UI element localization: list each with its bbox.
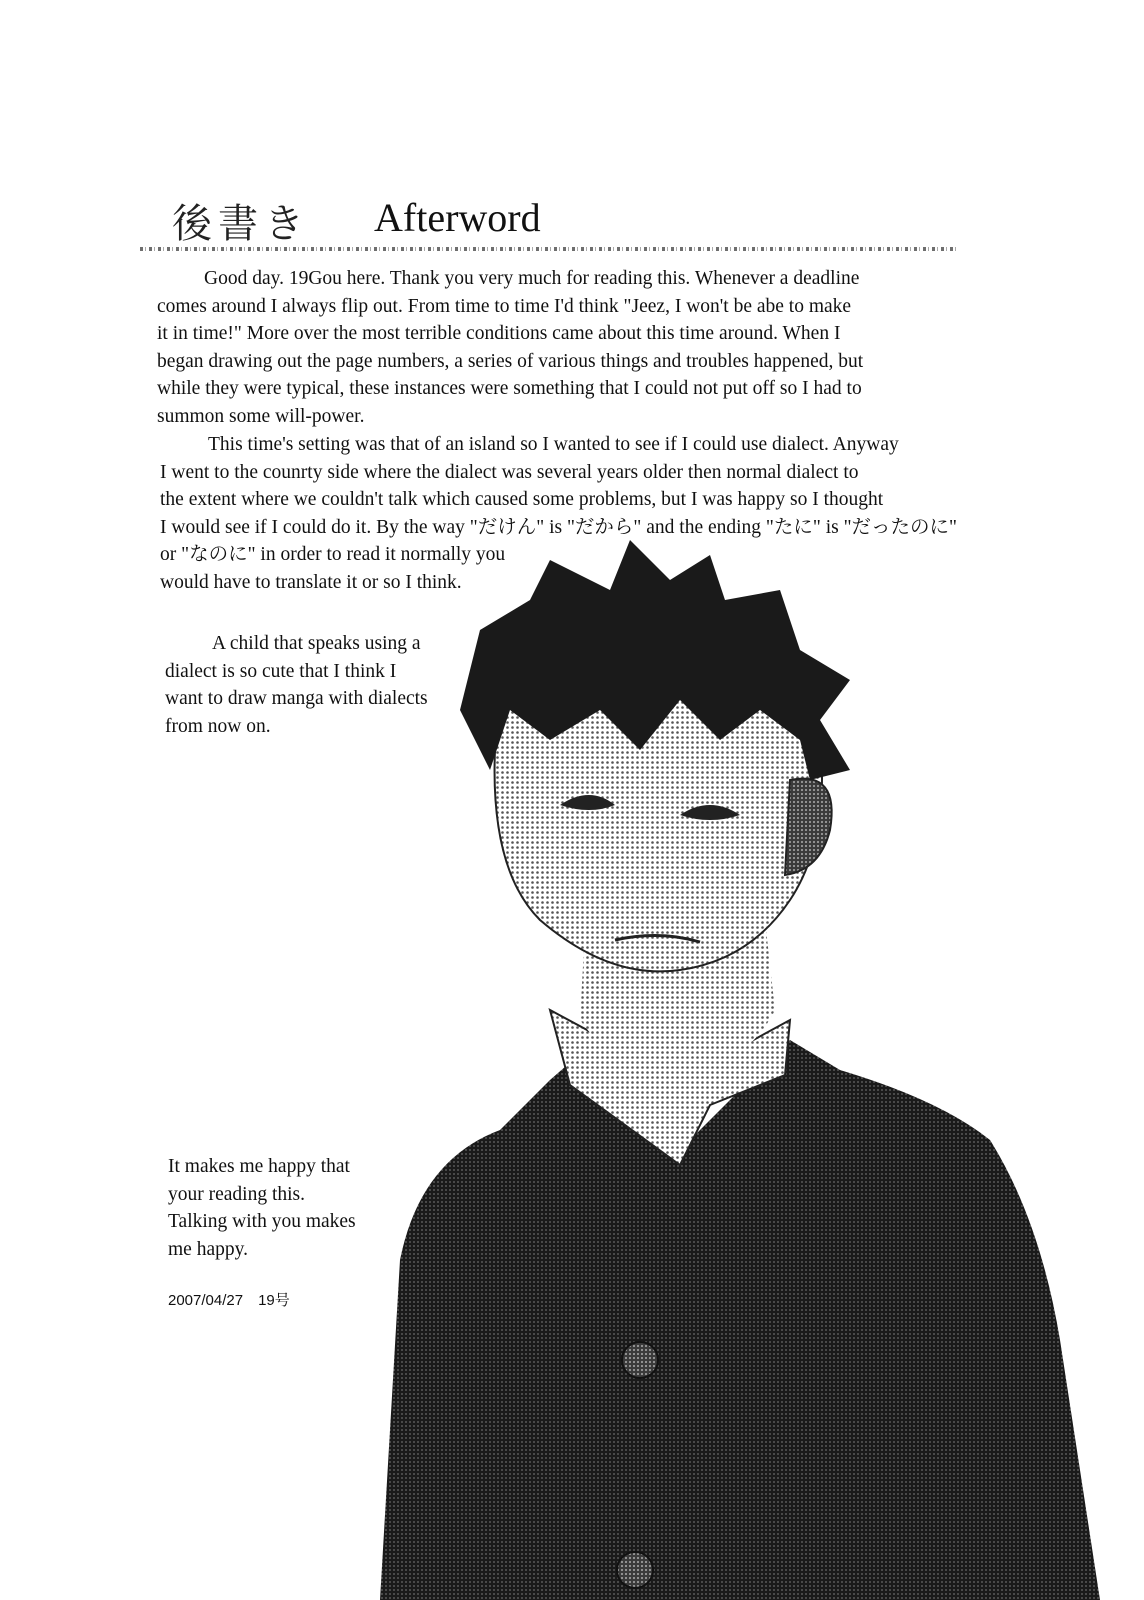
text-line: I went to the counrty side where the dialect was several years older then normal dialect to: [160, 461, 859, 483]
paragraph-4: [168, 1153, 356, 1263]
paragraph-1: [157, 265, 863, 430]
text-line: want to draw manga with dialects: [165, 688, 428, 709]
ear: [785, 779, 832, 875]
text-line: Talking with you makes: [168, 1211, 356, 1232]
text-line: dialect is so cute that I think I: [165, 660, 397, 682]
title-english: Afterword: [374, 195, 541, 240]
title-divider: [140, 247, 956, 251]
text-line: me happy.: [168, 1238, 248, 1260]
jacket-button: [622, 1342, 658, 1378]
text-line: I would see if I could do it. By the way "だけん" is "だから" and the ending "たに" is "だったのに": [160, 516, 958, 538]
jacket: [380, 1040, 1100, 1600]
text-line: it in time!" More over the most terrible conditions came about this time around. When I: [157, 323, 841, 344]
title-japanese: 後書き: [172, 201, 310, 247]
text-line: A child that speaks using a: [212, 633, 421, 654]
text-line: your reading this.: [168, 1183, 306, 1205]
text-line: It makes me happy that: [168, 1156, 350, 1177]
text-line: comes around I always flip out. From time to time I'd think "Jeez, I won't be abe to make: [157, 295, 852, 317]
text-line: the extent where we couldn't talk which caused some problems, but I was happy so I thought: [160, 489, 884, 510]
jacket-button: [617, 1552, 653, 1588]
text-line: began drawing out the page numbers, a series of various things and troubles happened, but: [157, 350, 864, 372]
text-line: This time's setting was that of an island so I wanted to see if I could use dialect. Anyway: [208, 434, 899, 455]
text-line: or "なのに" in order to read it normally you: [160, 544, 506, 565]
signature-date: 2007/04/27 19号: [168, 1292, 290, 1309]
character-illustration: [380, 540, 1144, 1600]
text-line: would have to translate it or so I think.: [160, 571, 462, 593]
text-line: summon some will-power.: [157, 405, 365, 427]
text-line: from now on.: [165, 715, 271, 737]
text-line: while they were typical, these instances were something that I could not put off so I had to: [157, 378, 862, 399]
text-line: Good day. 19Gou here. Thank you very much for reading this. Whenever a deadline: [204, 268, 860, 289]
